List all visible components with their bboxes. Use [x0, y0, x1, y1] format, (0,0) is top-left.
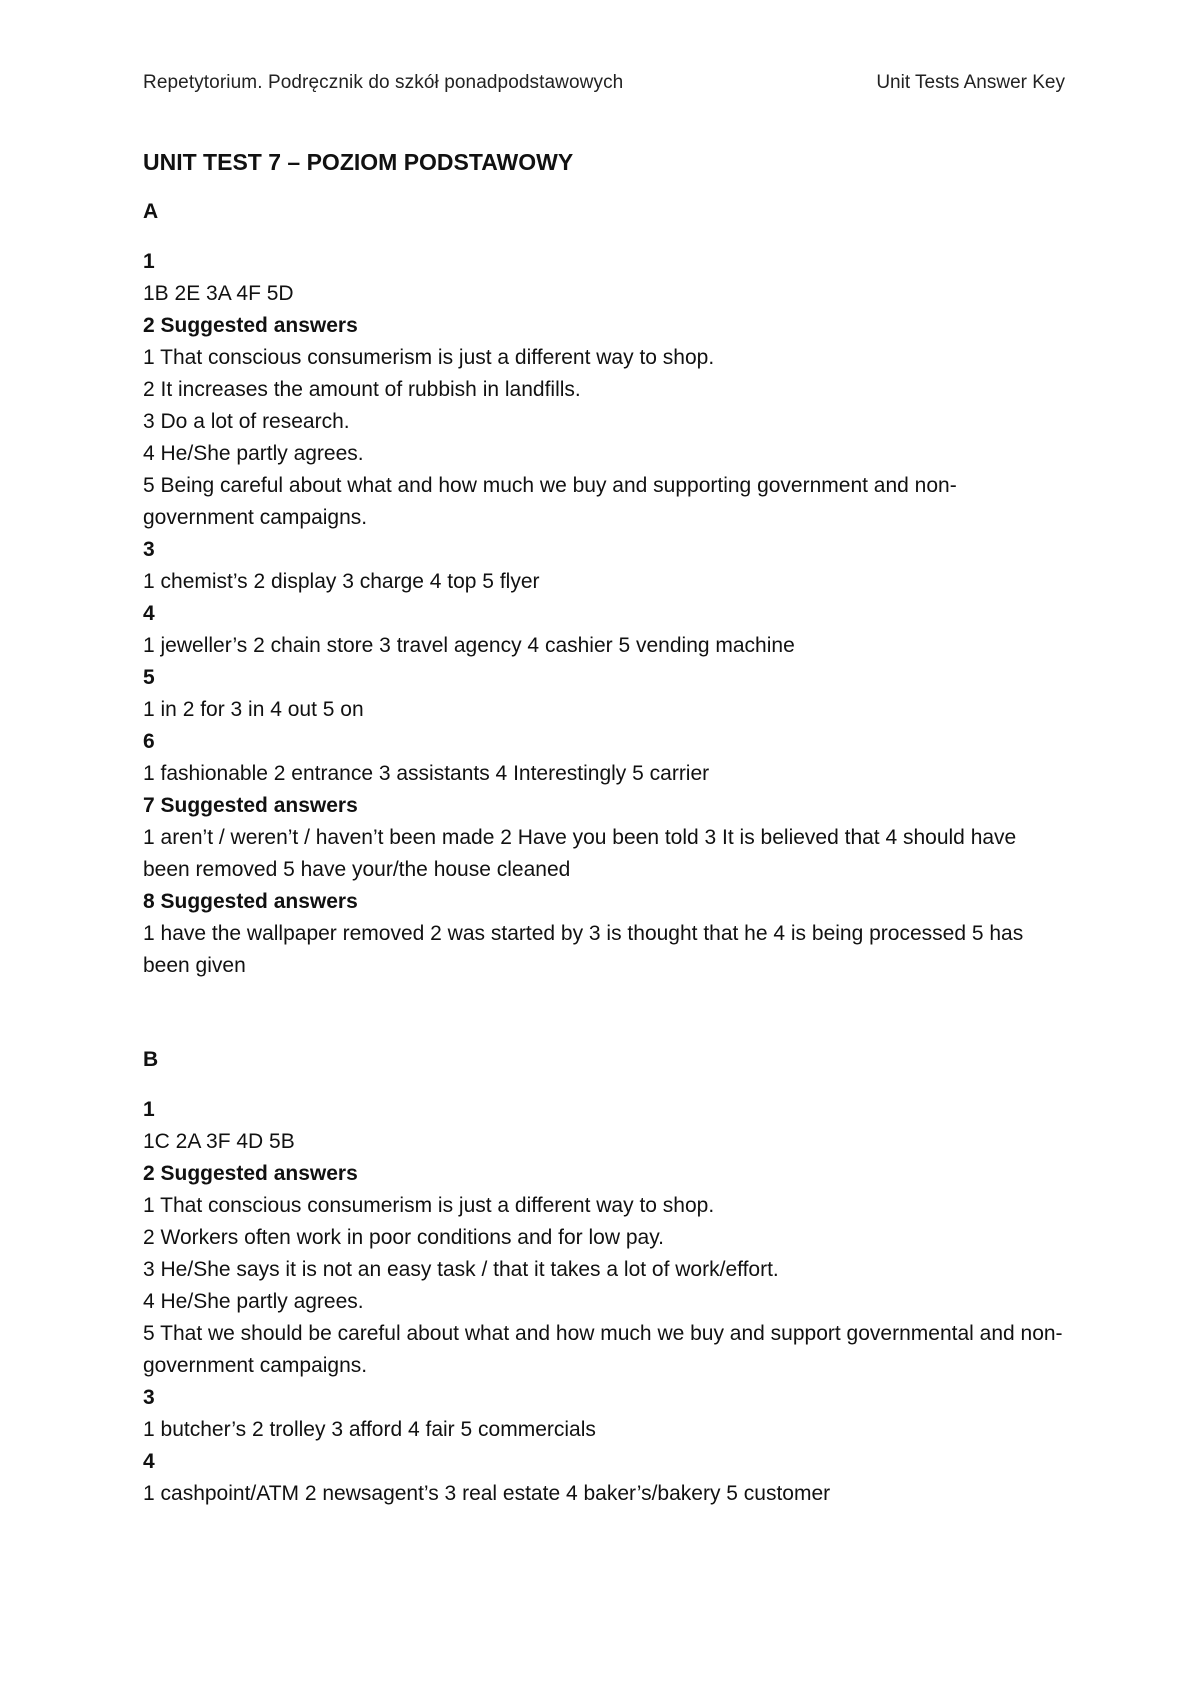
section-a-answers	[143, 246, 1063, 982]
running-header-left: Repetytorium. Podręcznik do szkół ponadpodstawowych	[143, 72, 624, 93]
answer-line: 1 cashpoint/ATM 2 newsagent’s 3 real estate 4 baker’s/bakery 5 customer	[143, 1482, 831, 1505]
answer-line: 4 He/She partly agrees.	[143, 442, 364, 465]
answer-line: 1 That conscious consumerism is just a different way to shop.	[143, 1194, 715, 1217]
page-title: UNIT TEST 7 – POZIOM PODSTAWOWY	[143, 149, 574, 175]
answer-line: 1B 2E 3A 4F 5D	[143, 282, 294, 305]
section-a-label: A	[143, 200, 159, 223]
answer-line: 1 That conscious consumerism is just a different way to shop.	[143, 346, 715, 369]
answer-line: 1 aren’t / weren’t / haven’t been made 2 Have you been told 3 It is believed that 4 should have been removed 5 have your/the house cleaned	[143, 826, 1017, 881]
exercise-heading: 1	[143, 250, 155, 273]
exercise-heading: 2 Suggested answers	[143, 1162, 358, 1185]
answer-line: 1 chemist’s 2 display 3 charge 4 top 5 flyer	[143, 570, 540, 593]
section-b-answers	[143, 1094, 1063, 1510]
answer-line: 1 in 2 for 3 in 4 out 5 on	[143, 698, 364, 721]
answer-line: 1 butcher’s 2 trolley 3 afford 4 fair 5 commercials	[143, 1418, 596, 1441]
answer-line: 3 Do a lot of research.	[143, 410, 350, 433]
exercise-heading: 8 Suggested answers	[143, 890, 358, 913]
exercise-heading: 3	[143, 1386, 155, 1409]
answer-line: 1 fashionable 2 entrance 3 assistants 4 Interestingly 5 carrier	[143, 762, 710, 785]
exercise-heading: 2 Suggested answers	[143, 314, 358, 337]
answer-line: 5 Being careful about what and how much we buy and supporting government and non-government campaigns.	[143, 474, 957, 529]
exercise-heading: 4	[143, 602, 155, 625]
exercise-heading: 7 Suggested answers	[143, 794, 358, 817]
section-b-label: B	[143, 1048, 159, 1071]
answer-line: 3 He/She says it is not an easy task / that it takes a lot of work/effort.	[143, 1258, 779, 1281]
answer-line: 5 That we should be careful about what and how much we buy and support governmental and non-government campaigns.	[143, 1322, 1063, 1377]
answer-line: 2 Workers often work in poor conditions and for low pay.	[143, 1226, 664, 1249]
answer-line: 1C 2A 3F 4D 5B	[143, 1130, 295, 1153]
exercise-heading: 4	[143, 1450, 155, 1473]
answer-line: 1 have the wallpaper removed 2 was started by 3 is thought that he 4 is being processed 5 has been given	[143, 922, 1024, 977]
answer-line: 1 jeweller’s 2 chain store 3 travel agency 4 cashier 5 vending machine	[143, 634, 795, 657]
exercise-heading: 5	[143, 666, 155, 689]
running-header-right: Unit Tests Answer Key	[876, 72, 1065, 93]
exercise-heading: 3	[143, 538, 155, 561]
exercise-heading: 1	[143, 1098, 155, 1121]
answer-line: 2 It increases the amount of rubbish in landfills.	[143, 378, 581, 401]
answer-key-content	[143, 146, 1063, 1510]
answer-line: 4 He/She partly agrees.	[143, 1290, 364, 1313]
exercise-heading: 6	[143, 730, 155, 753]
